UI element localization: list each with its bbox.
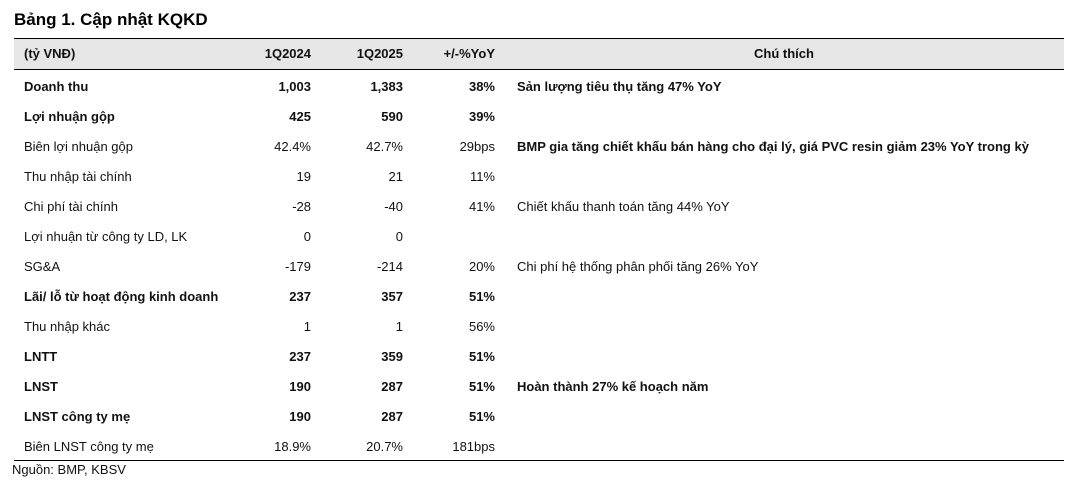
cell-1q2024: 42.4% [274, 139, 311, 154]
cell-1q2025: 0 [395, 229, 403, 244]
row-label: Thu nhập tài chính [24, 169, 132, 184]
cell-1q2025: 590 [381, 109, 403, 124]
cell-1q2024: 18.9% [274, 439, 311, 454]
table-row [14, 310, 1064, 340]
cell-yoy: 51% [468, 409, 495, 424]
table-row [14, 130, 1064, 160]
header-1q2024: 1Q2024 [264, 46, 311, 61]
cell-1q2025: 42.7% [366, 139, 403, 154]
cell-yoy: 51% [468, 289, 495, 304]
cell-1q2025: 287 [381, 409, 403, 424]
cell-note: Hoàn thành 27% kế hoạch năm [517, 379, 709, 394]
row-label: Lợi nhuận gộp [24, 109, 115, 124]
cell-1q2024: -179 [284, 259, 311, 274]
table-row [14, 340, 1064, 370]
cell-yoy: 39% [468, 109, 495, 124]
cell-1q2025: 357 [381, 289, 403, 304]
header-1q2025: 1Q2025 [356, 46, 403, 61]
table-row [14, 370, 1064, 400]
cell-1q2024: 0 [303, 229, 311, 244]
cell-1q2024: 425 [289, 109, 311, 124]
cell-yoy: 29bps [459, 139, 495, 154]
table-row [14, 280, 1064, 310]
row-label: Chi phí tài chính [24, 199, 118, 214]
row-label: Biên LNST công ty mẹ [24, 439, 154, 454]
table-row [14, 400, 1064, 430]
cell-1q2025: 1,383 [370, 79, 403, 94]
cell-note: Chi phí hệ thống phân phối tăng 26% YoY [517, 259, 759, 274]
table-row [14, 190, 1064, 220]
row-label: Lợi nhuận từ công ty LD, LK [24, 229, 188, 244]
cell-1q2025: 21 [388, 169, 403, 184]
table-title: Bảng 1. Cập nhật KQKD [14, 10, 208, 29]
row-label: SG&A [24, 259, 61, 274]
cell-1q2024: 190 [289, 379, 311, 394]
cell-1q2025: 1 [395, 319, 403, 334]
row-label: LNST [24, 379, 58, 394]
cell-yoy: 11% [469, 169, 495, 184]
table-row [14, 100, 1064, 130]
cell-yoy: 51% [468, 379, 495, 394]
cell-1q2025: -214 [376, 259, 403, 274]
cell-1q2024: 190 [289, 409, 311, 424]
table-header [14, 39, 1064, 70]
cell-1q2024: 19 [296, 169, 311, 184]
cell-note: Chiết khấu thanh toán tăng 44% YoY [517, 199, 730, 214]
cell-yoy: 38% [468, 79, 495, 94]
cell-yoy: 56% [468, 319, 495, 334]
table-row [14, 160, 1064, 190]
table-row [14, 70, 1064, 100]
cell-1q2024: 1 [303, 319, 311, 334]
source-note: Nguồn: BMP, KBSV [12, 462, 126, 477]
table-row [14, 250, 1064, 280]
cell-yoy: 41% [468, 199, 495, 214]
cell-1q2025: -40 [384, 199, 403, 214]
row-label: Doanh thu [24, 79, 89, 94]
cell-1q2024: -28 [292, 199, 311, 214]
cell-1q2024: 1,003 [278, 79, 311, 94]
table-row [14, 220, 1064, 250]
cell-1q2025: 359 [381, 349, 403, 364]
row-label: LNTT [24, 349, 58, 364]
cell-1q2025: 287 [381, 379, 403, 394]
cell-1q2024: 237 [289, 349, 311, 364]
cell-note: BMP gia tăng chiết khấu bán hàng cho đại lý, giá PVC resin giảm 23% YoY trong kỳ [517, 139, 1029, 154]
table-body [14, 70, 1064, 460]
cell-yoy [414, 222, 495, 252]
cell-yoy: 20% [468, 259, 495, 274]
header-yoy: +/-%YoY [443, 46, 495, 61]
cell-yoy: 51% [468, 349, 495, 364]
header-unit: (tỷ VNĐ) [24, 46, 76, 61]
results-table [14, 38, 1064, 461]
table-row [14, 430, 1064, 460]
row-label: Lãi/ lỗ từ hoạt động kinh doanh [24, 289, 219, 304]
cell-1q2024: 237 [289, 289, 311, 304]
row-label: Thu nhập khác [24, 319, 111, 334]
cell-yoy: 181bps [452, 439, 495, 454]
cell-1q2025: 20.7% [366, 439, 403, 454]
header-notes: Chú thích [754, 46, 814, 61]
row-label: LNST công ty mẹ [24, 409, 131, 424]
row-label: Biên lợi nhuận gộp [24, 139, 133, 154]
cell-note: Sản lượng tiêu thụ tăng 47% YoY [517, 79, 722, 94]
